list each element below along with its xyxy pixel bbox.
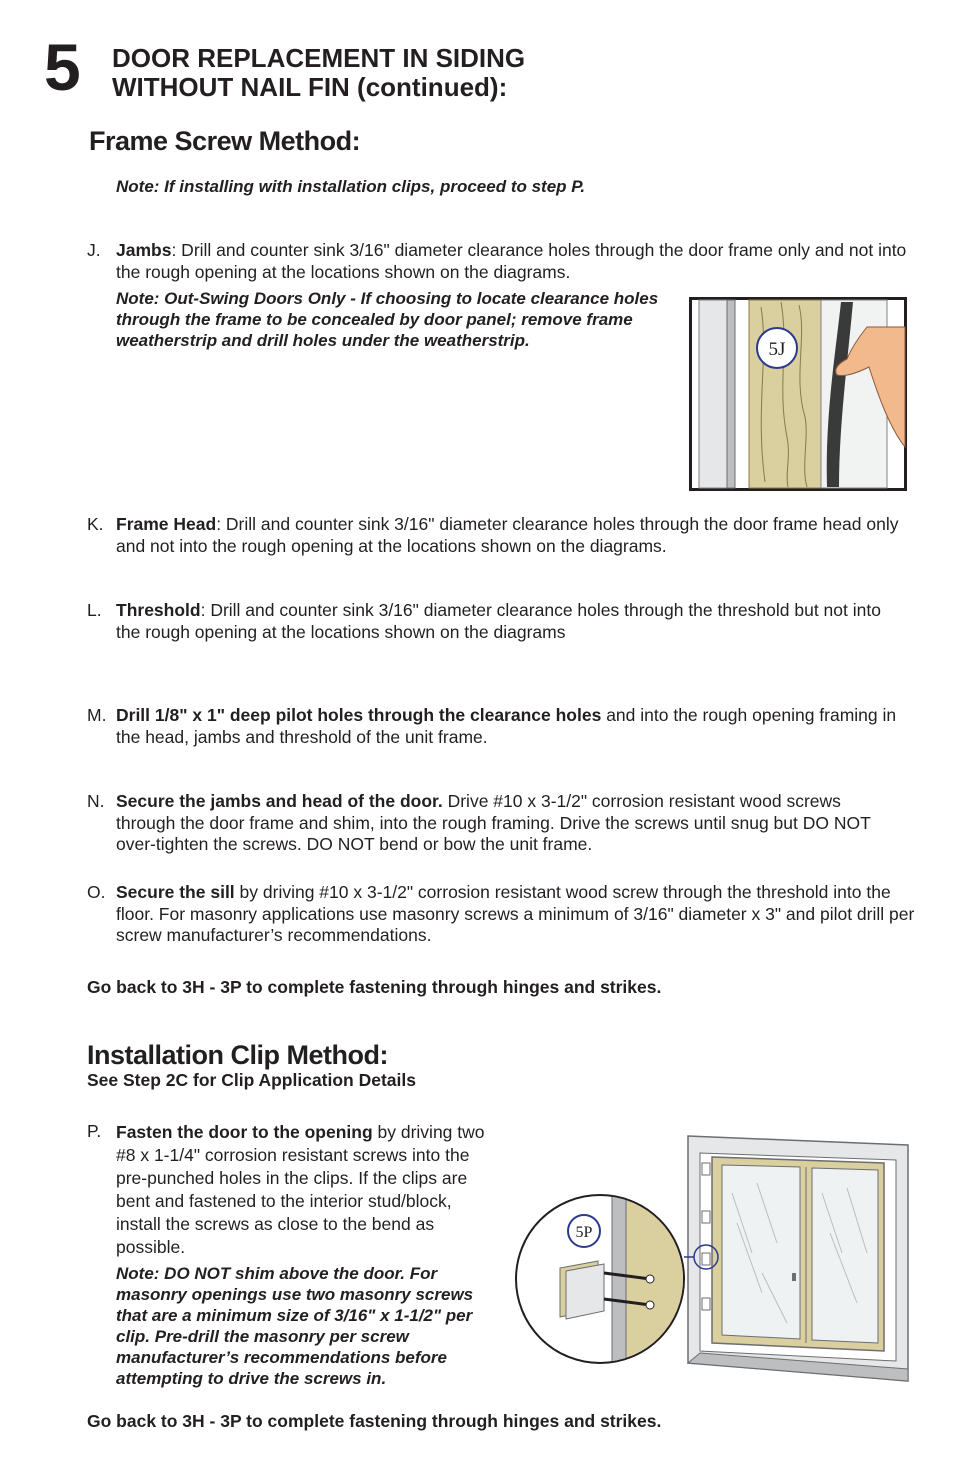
step-m: [87, 705, 917, 753]
step-o-bold: Secure the sill: [116, 882, 235, 902]
step-k-text: [116, 514, 916, 557]
step-j-body: : Drill and counter sink 3/16" diameter clearance holes through the door frame only and not into the rough opening at the locations shown on the diagrams.: [116, 240, 907, 282]
figure-5p-label: 5P: [575, 1224, 593, 1241]
step-k: [87, 514, 917, 562]
step-m-bold: Drill 1/8" x 1" deep pilot holes through the clearance holes: [116, 705, 602, 725]
figure-5p: [512, 1133, 912, 1383]
step-l-label: L.: [87, 600, 102, 620]
step-k-bold: Frame Head: [116, 514, 217, 534]
go-back-note-1: Go back to 3H - 3P to complete fastening through hinges and strikes.: [87, 977, 662, 997]
step-p-body: by driving two #8 x 1-1/4" corrosion resistant screws into the pre-punched holes in the clips. If the clips are bent and fastened to the interior stud/block, install the screws as close to the bend as possible.: [116, 1122, 485, 1257]
step-m-text: [116, 705, 906, 748]
step-number: 5: [44, 30, 80, 104]
page-title: [112, 44, 525, 102]
step-p-text: [116, 1121, 496, 1259]
step-l-bold: Threshold: [116, 600, 201, 620]
step-p-bold: Fasten the door to the opening: [116, 1122, 373, 1142]
step-n-bold: Secure the jambs and head of the door.: [116, 791, 443, 811]
step-m-label: M.: [87, 705, 107, 725]
step-k-label: K.: [87, 514, 104, 534]
step-l: [87, 600, 917, 648]
step-o-label: O.: [87, 882, 106, 902]
figure-5j-label: 5J: [768, 339, 786, 360]
frame-screw-note: Note: If installing with installation clips, proceed to step P.: [116, 177, 586, 196]
go-back-note-2: Go back to 3H - 3P to complete fastening through hinges and strikes.: [87, 1411, 662, 1431]
clip-heading: Installation Clip Method:: [87, 1040, 388, 1070]
clip-subheading: See Step 2C for Clip Application Details: [87, 1070, 416, 1090]
step-p-label: P.: [87, 1121, 102, 1141]
step-j-label: J.: [87, 240, 101, 260]
step-o-body: by driving #10 x 3-1/2" corrosion resistant wood screw through the threshold into the floor. For masonry applications use masonry screws a minimum of 3/16" diameter x 3" and pilot drill per screw manufacturer’s recommendations.: [116, 882, 915, 945]
step-m-body: and into the rough opening framing in the head, jambs and threshold of the unit frame.: [116, 705, 897, 747]
step-o: [87, 882, 917, 948]
step-l-text: [116, 600, 896, 643]
step-j-note: Note: Out-Swing Doors Only - If choosing to locate clearance holes through the frame to be concealed by door panel; remove frame weatherstrip and drill holes under the weatherstrip.: [116, 289, 659, 350]
step-j-bold: Jambs: [116, 240, 172, 260]
step-n-label: N.: [87, 791, 105, 811]
step-l-body: : Drill and counter sink 3/16" diameter clearance holes through the threshold but not into the rough opening at the locations shown on the diagrams: [116, 600, 881, 642]
step-j: [87, 240, 917, 288]
figure-5j: [689, 297, 907, 491]
step-n-body: Drive #10 x 3-1/2" corrosion resistant wood screws through the door frame and shim, into the rough framing. Drive the screws until snug but DO NOT over-tighten the screws. DO NOT bend or bow the unit frame.: [116, 791, 871, 854]
step-p: [87, 1121, 507, 1261]
frame-screw-heading: Frame Screw Method:: [89, 126, 361, 156]
step-n: [87, 791, 917, 857]
step-j-text: [116, 240, 916, 283]
step-k-body: : Drill and counter sink 3/16" diameter clearance holes through the door frame head only and not into the rough opening at the locations shown on the diagrams.: [116, 514, 899, 556]
step-n-text: [116, 791, 896, 856]
step-o-text: [116, 882, 916, 947]
page-title-line1: DOOR REPLACEMENT IN SIDING: [112, 43, 526, 73]
step-p-note: Note: DO NOT shim above the door. For masonry openings use two masonry screws that are a minimum size of 3/16" x 1-1/2" per clip. Pre-drill the masonry per screw manufacturer’s recommendations before attempting to drive the screws in.: [116, 1264, 474, 1388]
page-title-line2: WITHOUT NAIL FIN (continued):: [112, 72, 508, 102]
